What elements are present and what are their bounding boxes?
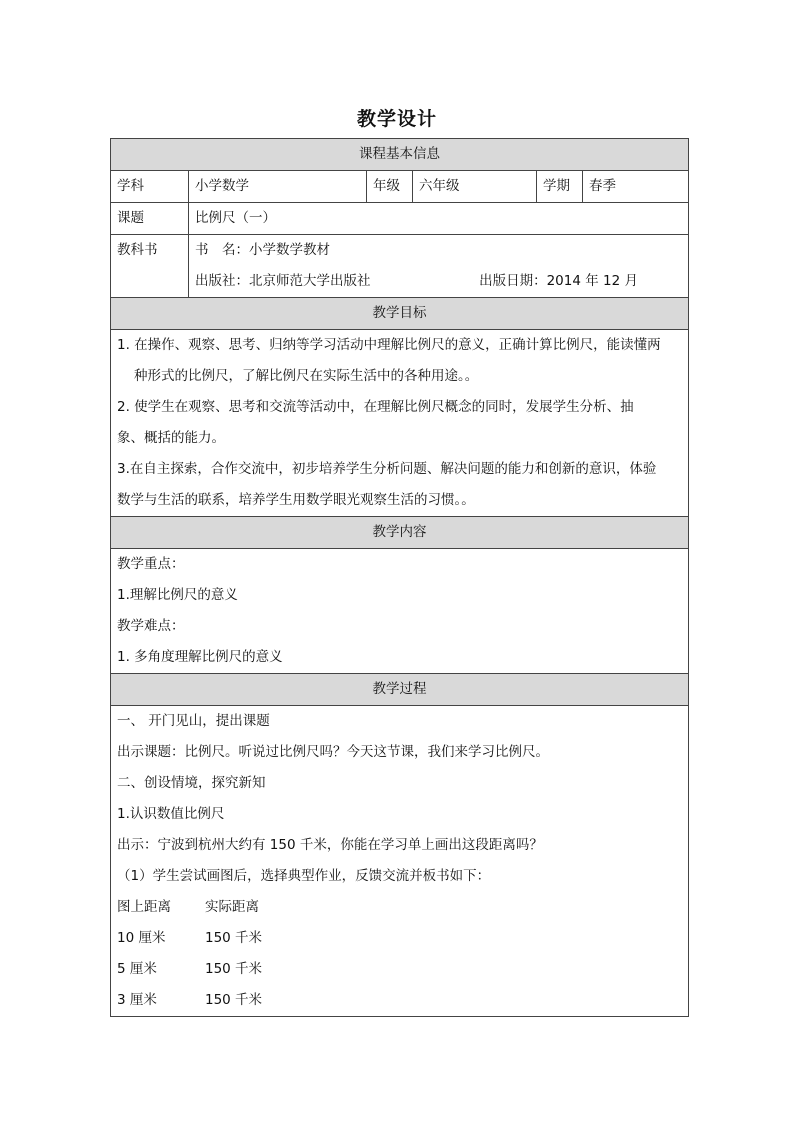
distance-header-line	[117, 892, 682, 923]
objectives-header: 教学目标	[111, 298, 689, 330]
pub-date-label: 出版日期：	[479, 273, 547, 289]
pub-date-value: 2014 年 12 月	[546, 273, 639, 289]
map-distance-value: 3 厘米	[117, 992, 157, 1008]
key-point-label: 教学重点：	[117, 556, 185, 572]
subject-row	[111, 171, 689, 203]
book-name-line	[195, 235, 682, 266]
book-name-value: 小学数学教材	[249, 242, 330, 258]
textbook-info	[189, 235, 689, 298]
topic-value: 比例尺（一）	[189, 203, 689, 235]
process-step-1-text: 出示课题：比例尺。听说过比例尺吗？今天这节课，我们来学习比例尺。	[117, 744, 549, 760]
distance-row	[117, 923, 682, 954]
map-distance-value: 10 厘米	[117, 930, 166, 946]
actual-distance-value: 150 千米	[205, 992, 263, 1008]
process-body	[111, 706, 689, 1017]
objective-2-line-2: 象、概括的能力。	[117, 430, 225, 446]
actual-distance-header: 实际距离	[205, 899, 259, 915]
subject-label: 学科	[111, 171, 189, 203]
subject-value: 小学数学	[189, 171, 367, 203]
map-distance-value: 5 厘米	[117, 961, 157, 977]
map-distance-header: 图上距离	[117, 899, 171, 915]
publisher-label: 出版社：	[195, 273, 249, 289]
textbook-label: 教科书	[111, 235, 189, 298]
objective-2-line-1: 2. 使学生在观察、思考和交流等活动中，在理解比例尺概念的同时，发展学生分析、抽	[117, 399, 634, 415]
process-step-1: 一、 开门见山，提出课题	[117, 713, 270, 729]
publisher-value: 北京师范大学出版社	[249, 273, 371, 289]
grade-label: 年级	[367, 171, 413, 203]
process-step-2: 二、创设情境，探究新知	[117, 775, 266, 791]
process-step-2-show: 出示：宁波到杭州大约有 150 千米，你能在学习单上画出这段距离吗？	[117, 837, 543, 853]
term-label: 学期	[537, 171, 583, 203]
content-header: 教学内容	[111, 517, 689, 549]
textbook-row	[111, 235, 689, 298]
objective-1-line-1: 1. 在操作、观察、思考、归纳等学习活动中理解比例尺的意义，正确计算比例尺，能读懂两	[117, 337, 661, 353]
book-name-label: 书 名：	[195, 242, 249, 258]
publisher-line	[195, 266, 682, 297]
process-row	[111, 706, 689, 1017]
process-header-row	[111, 674, 689, 706]
content-header-row	[111, 517, 689, 549]
content-row	[111, 549, 689, 674]
topic-label: 课题	[111, 203, 189, 235]
objectives-header-row	[111, 298, 689, 330]
objectives-row	[111, 330, 689, 517]
basic-info-header-row	[111, 139, 689, 171]
distance-row	[117, 985, 682, 1016]
distance-row	[117, 954, 682, 985]
process-step-2-note: （1）学生尝试画图后，选择典型作业，反馈交流并板书如下：	[117, 868, 491, 884]
lesson-plan-table	[110, 138, 689, 1017]
page-title: 教学设计	[356, 108, 437, 130]
term-value: 春季	[583, 171, 689, 203]
key-point-item: 1.理解比例尺的意义	[117, 587, 238, 603]
actual-distance-value: 150 千米	[205, 961, 263, 977]
actual-distance-value: 150 千米	[205, 930, 263, 946]
objectives-content	[111, 330, 689, 517]
difficulty-item: 1. 多角度理解比例尺的意义	[117, 649, 283, 665]
process-header: 教学过程	[111, 674, 689, 706]
basic-info-header: 课程基本信息	[111, 139, 689, 171]
content-body	[111, 549, 689, 674]
topic-row	[111, 203, 689, 235]
difficulty-label: 教学难点：	[117, 618, 185, 634]
objective-3-line-1: 3.在自主探索，合作交流中，初步培养学生分析问题、解决问题的能力和创新的意识，体验	[117, 461, 657, 477]
process-step-2-sub: 1.认识数值比例尺	[117, 806, 225, 822]
objective-3-line-2: 数学与生活的联系，培养学生用数学眼光观察生活的习惯。。	[117, 492, 475, 508]
objective-1-line-2: 种形式的比例尺，了解比例尺在实际生活中的各种用途。。	[134, 368, 479, 384]
grade-value: 六年级	[413, 171, 537, 203]
